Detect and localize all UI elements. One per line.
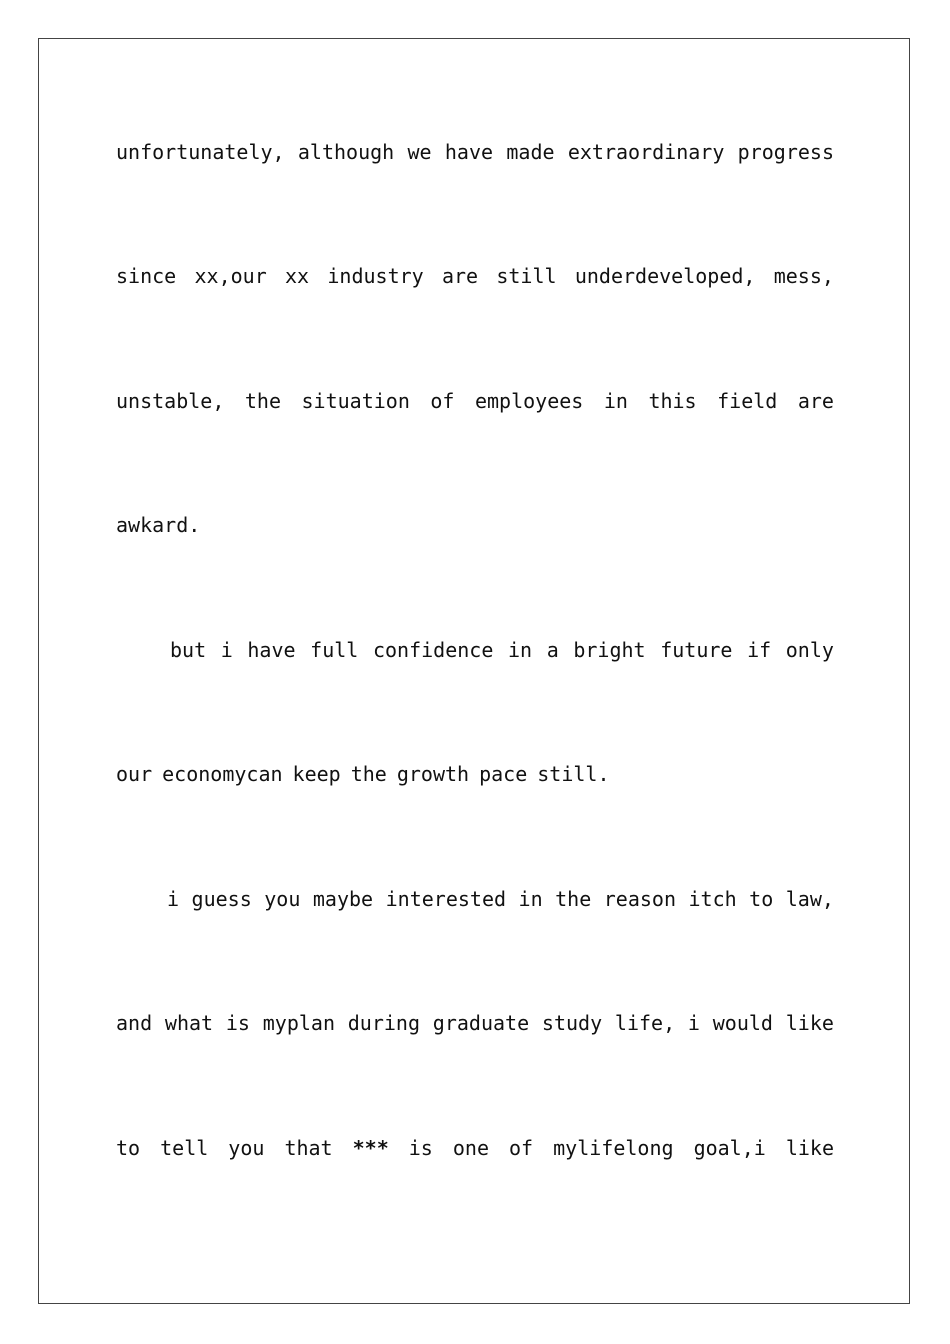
word: to [116,1136,141,1160]
word: maybe [312,887,374,911]
word: still [496,264,557,288]
text-line-1 [116,140,834,164]
word: this [648,389,697,413]
word: would [712,1011,773,1035]
word: like [785,1011,834,1035]
word: graduate [432,1011,530,1035]
word: industry [327,264,424,288]
word: study [541,1011,603,1035]
word: are [797,389,834,413]
word: only [785,638,834,662]
word: tell [160,1136,209,1160]
word: the [350,762,387,786]
word: full [310,638,359,662]
word: future [660,638,733,662]
word: unfortunately, [116,140,285,164]
word: economycan [162,762,283,786]
text-line-2 [116,264,834,288]
word: since [116,264,177,288]
word: have [444,140,494,164]
word: in [603,389,628,413]
word: like [785,1136,834,1160]
word: life, [614,1011,676,1035]
word: goal,i [693,1136,766,1160]
word: bright [573,638,646,662]
word: unstable, [116,389,225,413]
word: made [506,140,555,164]
text-line-6 [116,762,834,786]
word: if [747,638,772,662]
word: a [546,638,559,662]
word: we [407,140,432,164]
word: of [430,389,455,413]
word: extraordinary [567,140,725,164]
document-page [38,38,910,1304]
word: what [164,1011,214,1035]
word: of [509,1136,534,1160]
word: our [116,762,153,786]
word: during [347,1011,421,1035]
word: you [264,887,301,911]
word: the [244,389,281,413]
word: are [441,264,479,288]
word: i [220,638,233,662]
word: progress [737,140,834,164]
word: awkard. [116,513,201,537]
word: that [284,1136,333,1160]
word: *** [352,1136,389,1160]
text-line-8 [116,1011,834,1035]
word: pace [479,762,528,786]
word: is [408,1136,433,1160]
word: reason [603,887,676,911]
word: i [687,1011,700,1035]
word: guess [191,887,252,911]
word: is [225,1011,250,1035]
word: one [452,1136,489,1160]
word: situation [301,389,410,413]
word: mess, [773,264,834,288]
word: field [717,389,778,413]
word: although [297,140,395,164]
word: i [167,887,180,911]
word: but [170,638,207,662]
word: in [518,887,543,911]
word: growth [396,762,470,786]
word: xx,our [194,264,267,288]
word: and [116,1011,153,1035]
word: xx [285,264,310,288]
text-line-4 [116,513,834,537]
text-line-5 [170,638,834,662]
word: employees [474,389,584,413]
word: mylifelong [553,1136,674,1160]
text-line-3 [116,389,834,413]
word: have [247,638,296,662]
text-line-9 [116,1136,834,1160]
text-line-7 [167,887,834,911]
word: in [507,638,533,662]
word: confidence [372,638,494,662]
word: underdeveloped, [574,264,756,288]
word: interested [385,887,507,911]
word: keep [292,762,341,786]
word: the [555,887,592,911]
word: itch [688,887,737,911]
word: to [749,887,774,911]
word: myplan [262,1011,335,1035]
word: you [228,1136,265,1160]
word: law, [785,887,834,911]
word: still. [537,762,610,786]
